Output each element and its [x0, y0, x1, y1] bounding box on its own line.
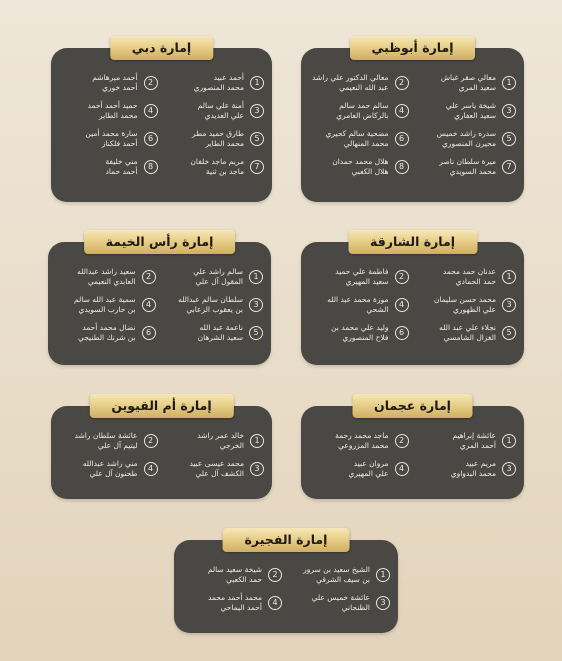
member-number: 2 [144, 76, 158, 90]
member-item [290, 564, 390, 586]
member-item [417, 156, 517, 178]
card-dubai [51, 40, 272, 202]
member-item [290, 592, 390, 614]
member-number: 4 [144, 462, 158, 476]
member-item [417, 100, 517, 122]
member-name: مضحية سالم كحيري محمد المنهالي [325, 129, 389, 148]
member-item [309, 458, 409, 480]
member-item [59, 430, 158, 452]
member-item [417, 128, 517, 150]
members-grid [309, 430, 516, 480]
member-number: 2 [395, 76, 409, 90]
member-item [59, 128, 158, 150]
member-name: مني راشد عبدالله طحنون آل علي [82, 459, 138, 478]
member-number: 8 [144, 160, 158, 174]
member-name: مريم ماجد خلفان ماجد بن ثنية [190, 157, 244, 176]
member-number: 5 [502, 326, 516, 340]
member-number: 6 [395, 132, 409, 146]
member-name: سلطان سالم عبدالله بن يعقوب الزعابي [178, 295, 243, 314]
member-item [166, 430, 265, 452]
member-name: مريم عبيد محمد البدواوي [450, 459, 496, 478]
member-name: مروان عبيد علي المهيري [348, 459, 389, 478]
card-sharjah [301, 234, 524, 365]
members-grid [59, 430, 264, 480]
member-item [166, 128, 265, 150]
member-name: طارق حميد مطر محمد الطاير [192, 129, 244, 148]
member-number: 2 [395, 270, 409, 284]
card-abudhabi [301, 40, 524, 202]
member-item [417, 430, 517, 452]
member-name: ناعمة عبد الله سعيد الشرهان [197, 323, 243, 342]
member-name: ميرة سلطان ناصر محمد السويدي [439, 157, 496, 176]
member-number: 1 [502, 434, 516, 448]
card-fujairah [174, 532, 398, 633]
member-item [164, 266, 264, 288]
member-number: 4 [395, 104, 409, 118]
member-item [56, 294, 156, 316]
member-item [166, 156, 265, 178]
member-number: 4 [395, 298, 409, 312]
member-name: عدنان حمد محمد حمد الحمادي [442, 267, 496, 286]
member-name: هلال محمد حمدان هلال الكعبي [332, 157, 389, 176]
member-name: سارة محمد أمين أحمد فلكناز [85, 129, 138, 148]
member-name: أحمد ميرهاشم أحمد خوري [92, 73, 138, 92]
member-number: 1 [502, 270, 516, 284]
member-name: سالم راشد علي المقول آل علي [193, 267, 243, 286]
member-item [166, 458, 265, 480]
member-name: سالم حمد سالم بالركاض العامري [336, 101, 389, 120]
member-number: 3 [502, 104, 516, 118]
card-ajman [301, 398, 524, 499]
member-number: 4 [395, 462, 409, 476]
member-name: عائشة إبراهيم أحمد المري [452, 431, 496, 450]
card-title: إمارة عجمان [352, 394, 473, 418]
member-number: 7 [502, 160, 516, 174]
member-name: الشيخ سعيد بن سرور بن سيف الشرقي [303, 565, 370, 584]
member-number: 7 [250, 160, 264, 174]
card-title: إمارة الفجيرة [223, 528, 350, 552]
member-number: 8 [395, 160, 409, 174]
member-item [166, 72, 265, 94]
member-item [309, 128, 409, 150]
member-number: 3 [250, 104, 264, 118]
member-name: خالد عمر راشد الخرجي [197, 431, 244, 450]
card-title: إمارة أبوظبي [350, 36, 476, 60]
card-title: إمارة الشارقة [348, 230, 477, 254]
members-grid [309, 72, 516, 178]
member-name: نضال محمد أحمد بن شرنك الطنيجي [77, 323, 136, 342]
member-item [59, 156, 158, 178]
member-number: 3 [376, 596, 390, 610]
card-title: إمارة دبي [110, 36, 213, 60]
member-name: محمد أحمد محمد أحمد اليماحي [207, 593, 262, 612]
member-item [309, 100, 409, 122]
member-item [164, 294, 264, 316]
member-name: نجلاء علي عبد الله الغزال الشامسي [439, 323, 496, 342]
member-number: 1 [250, 76, 264, 90]
member-number: 6 [144, 132, 158, 146]
members-grid [59, 72, 264, 178]
member-number: 3 [250, 462, 264, 476]
member-number: 1 [502, 76, 516, 90]
member-number: 3 [249, 298, 263, 312]
member-item [182, 592, 282, 614]
member-item [417, 72, 517, 94]
member-item [164, 322, 264, 344]
member-number: 6 [395, 326, 409, 340]
member-item [166, 100, 265, 122]
member-item [59, 458, 158, 480]
member-item [309, 294, 409, 316]
member-name: سدره راشد خميس محيرن المنصوري [436, 129, 496, 148]
card-title: إمارة رأس الخيمة [84, 230, 236, 254]
member-name: عائشة خميس علي الظنحاني [311, 593, 370, 612]
member-name: محمد حسن سليمان علي الظهوري [433, 295, 496, 314]
member-name: فاطمة علي حميد سعيد المهيري [335, 267, 389, 286]
member-number: 2 [395, 434, 409, 448]
member-number: 2 [144, 434, 158, 448]
member-name: عائشة سلطان راشد ليتيم آل علي [74, 431, 138, 450]
member-name: محمد عيسى عبيد الكشف آل علي [189, 459, 244, 478]
member-number: 1 [250, 434, 264, 448]
members-grid [182, 564, 390, 614]
member-name: أمنة علي سالم علي العديدي [197, 101, 244, 120]
member-number: 5 [250, 132, 264, 146]
member-number: 1 [249, 270, 263, 284]
member-name: سمية عبد الله سالم بن حارب السويدي [74, 295, 136, 314]
member-name: حميد أحمد أحمد محمد الطاير [87, 101, 138, 120]
members-grid [309, 266, 516, 344]
member-name: شيخة ياسر علي سعيد العفاري [445, 101, 496, 120]
member-item [417, 266, 517, 288]
member-item [309, 72, 409, 94]
member-number: 5 [502, 132, 516, 146]
member-name: وليد علي محمد بن فلاح المنصوري [331, 323, 389, 342]
member-item [56, 322, 156, 344]
card-uaq [51, 398, 272, 499]
member-item [309, 156, 409, 178]
member-item [417, 458, 517, 480]
member-number: 4 [268, 596, 282, 610]
member-number: 5 [249, 326, 263, 340]
member-number: 4 [144, 104, 158, 118]
member-name: معالي الدكتور علي راشد عبد الله النعيمي [312, 73, 389, 92]
member-name: شيخة سعيد سالم حمد الكعبي [207, 565, 262, 584]
member-number: 2 [268, 568, 282, 582]
members-grid [56, 266, 263, 344]
card-rak [48, 234, 271, 365]
member-number: 4 [142, 298, 156, 312]
member-name: مني خليفة أحمد حماد [105, 157, 138, 176]
member-name: سعيد راشد عبدالله العابدي النعيمي [77, 267, 136, 286]
member-number: 2 [142, 270, 156, 284]
member-item [182, 564, 282, 586]
member-item [417, 322, 517, 344]
member-number: 3 [502, 298, 516, 312]
member-item [309, 322, 409, 344]
member-number: 3 [502, 462, 516, 476]
member-item [59, 72, 158, 94]
member-number: 6 [142, 326, 156, 340]
member-item [417, 294, 517, 316]
member-item [59, 100, 158, 122]
member-name: موزة محمد عبد الله الشحي [327, 295, 389, 314]
member-number: 1 [376, 568, 390, 582]
card-title: إمارة أم القيوين [89, 394, 233, 418]
member-name: معالي صقر غباش سعيد المري [440, 73, 496, 92]
member-item [309, 266, 409, 288]
member-name: أحمد عبيد محمد المنصوري [193, 73, 244, 92]
member-item [309, 430, 409, 452]
member-name: ماجد محمد رحمة محمد المزروعي [335, 431, 389, 450]
member-item [56, 266, 156, 288]
